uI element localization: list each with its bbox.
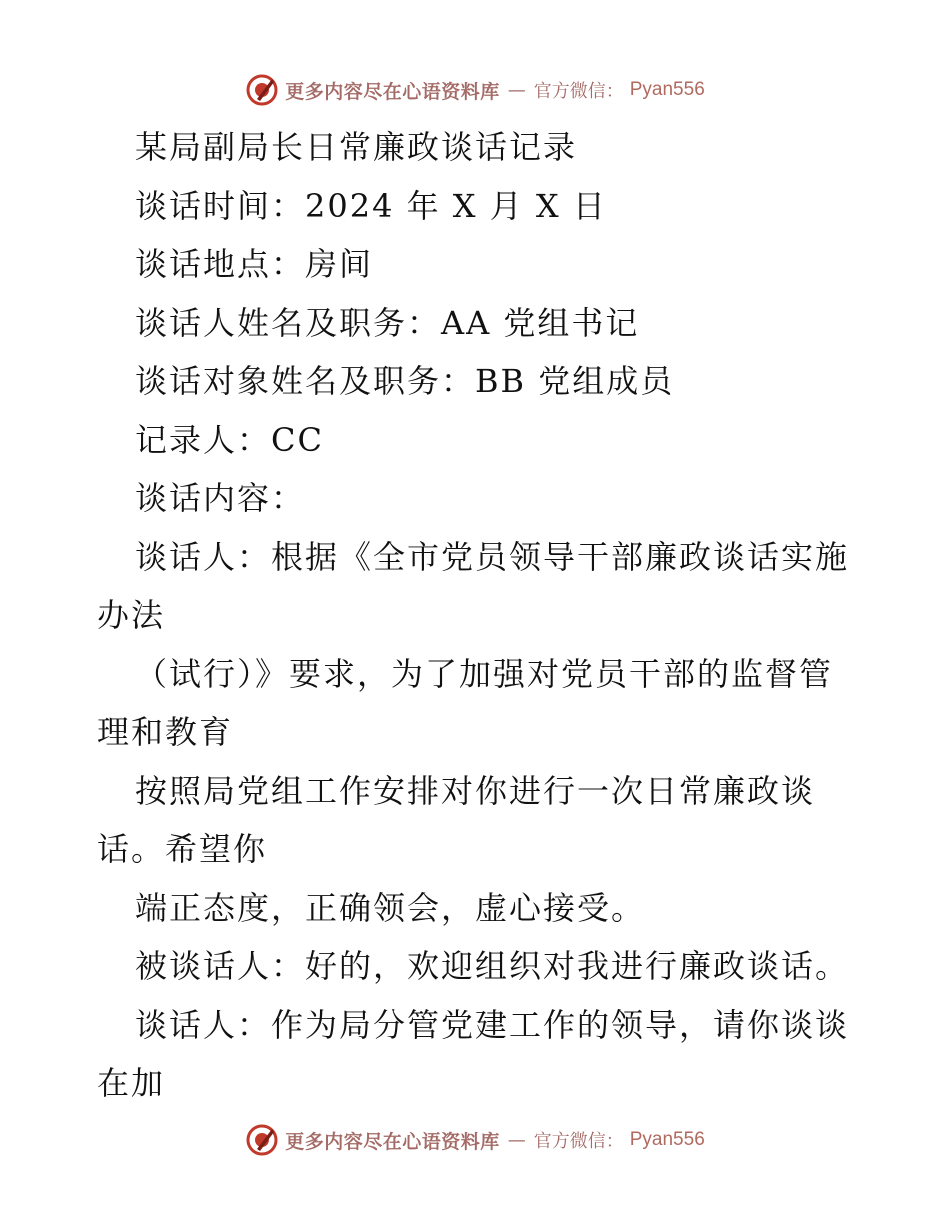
document-line: 记录人：CC [135, 420, 324, 459]
banner-subtext: 官方微信： [533, 1131, 624, 1152]
brand-logo-icon [245, 1123, 279, 1157]
document-line: （试行）》要求，为了加强对党员干部的监督管 [135, 654, 834, 693]
document-line: 谈话人姓名及职务：AA 党组书记 [135, 303, 640, 342]
banner-wechat-id: Pyan556 [629, 1129, 705, 1150]
document-line: 谈话人：根据《全市党员领导干部廉政谈话实施 [135, 537, 850, 576]
document-line: 谈话地点：房间 [135, 245, 374, 283]
banner-subtext: 官方微信： [533, 81, 624, 102]
document-line: 被谈话人：好的，欢迎组织对我进行廉政谈话。 [135, 947, 850, 985]
document-body [97, 118, 857, 1113]
document-line: 谈话对象姓名及职务：BB 党组成员 [135, 362, 675, 400]
footer-banner [0, 1120, 950, 1160]
banner-text: 更多内容尽在心语资料库 [285, 1130, 500, 1153]
brand-logo-icon [245, 73, 279, 107]
document-line: 端正态度，正确领会，虚心接受。 [135, 888, 646, 927]
document-line: 在加 [97, 1064, 166, 1102]
banner-text: 更多内容尽在心语资料库 [285, 80, 500, 103]
document-title: 某局副局长日常廉政谈话记录 [135, 128, 578, 166]
document-line: 按照局党组工作安排对你进行一次日常廉政谈 [135, 771, 816, 810]
document-line: 谈话时间：2024 年 X 月 X 日 [135, 186, 607, 225]
document-line: 话。希望你 [97, 830, 268, 868]
banner-separator: — [507, 1129, 526, 1151]
document-line: 办法 [97, 596, 166, 634]
document-line: 谈话内容： [135, 479, 306, 517]
banner-wechat-id: Pyan556 [629, 79, 705, 100]
document-line: 理和教育 [97, 713, 234, 751]
document-line: 谈话人：作为局分管党建工作的领导，请你谈谈 [135, 1005, 850, 1044]
banner-separator: — [507, 79, 526, 101]
header-banner [0, 70, 950, 110]
